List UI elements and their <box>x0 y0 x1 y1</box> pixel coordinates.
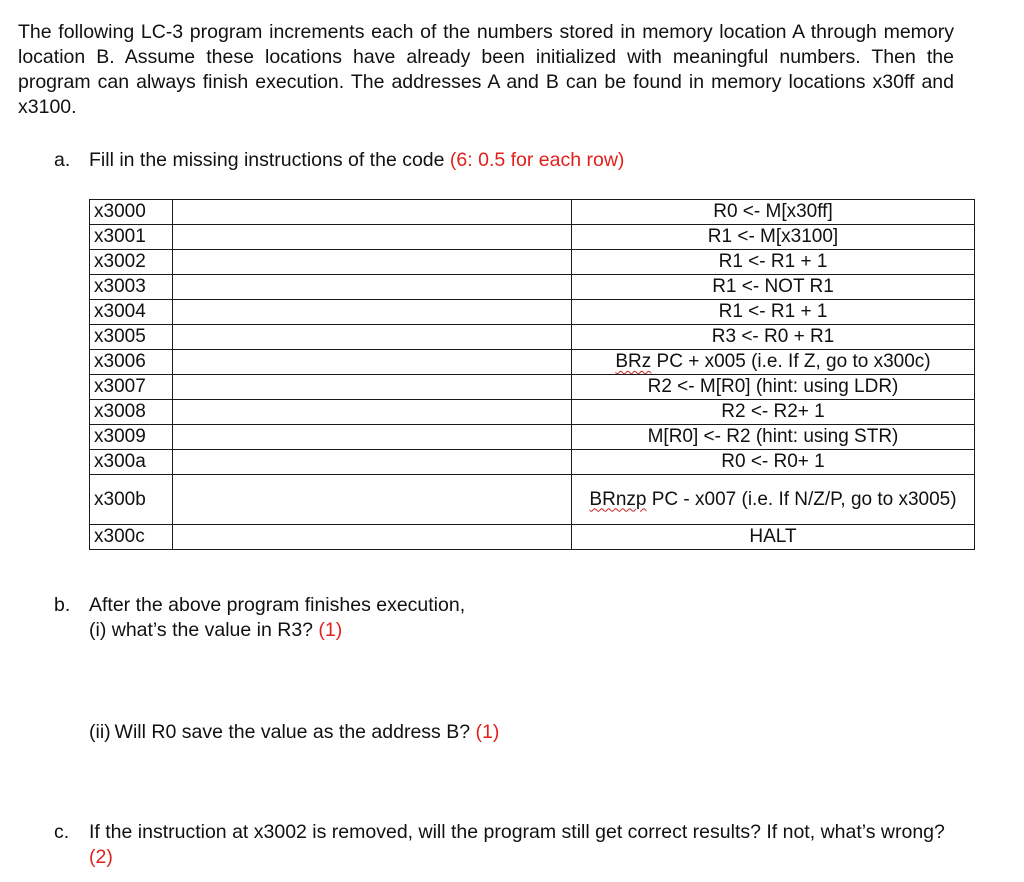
instruction-blank <box>173 275 572 300</box>
instruction-blank <box>173 375 572 400</box>
description-cell <box>572 350 975 375</box>
address-cell: x300c <box>90 525 173 550</box>
description-cell: R2 <- M[R0] (hint: using LDR) <box>572 375 975 400</box>
instruction-blank <box>173 350 572 375</box>
address-cell: x3002 <box>90 250 173 275</box>
table-row <box>90 375 975 400</box>
description-cell: R3 <- R0 + R1 <box>572 325 975 350</box>
part-b-i-points: (1) <box>318 619 343 641</box>
address-cell: x3008 <box>90 400 173 425</box>
table-row <box>90 200 975 225</box>
instruction-blank <box>173 225 572 250</box>
table-row <box>90 250 975 275</box>
spell-underlined-opcode: BRnzp <box>589 488 647 510</box>
description-cell: R1 <- R1 + 1 <box>572 250 975 275</box>
problem-intro: The following LC-3 program increments each of the numbers stored in memory location A through memory location B. Assume these locations have already been initialized with meaningful numbers. Then the program can always finish execution. The addresses A and B can be found in memory locations x30ff and x3100. <box>18 21 954 118</box>
part-b-marker: b. <box>54 594 71 616</box>
description-cell <box>572 475 975 525</box>
description-cell: HALT <box>572 525 975 550</box>
part-b-ii-text: (ii) Will R0 save the value as the address B? <box>89 721 476 743</box>
description-rest: PC + x005 (i.e. If Z, go to x300c) <box>651 351 931 372</box>
description-cell: R1 <- R1 + 1 <box>572 300 975 325</box>
address-cell: x3006 <box>90 350 173 375</box>
table-row <box>90 300 975 325</box>
instruction-blank <box>173 525 572 550</box>
table-row <box>90 450 975 475</box>
part-b-body <box>89 593 465 643</box>
address-cell: x3001 <box>90 225 173 250</box>
instruction-blank <box>173 400 572 425</box>
table-row <box>90 425 975 450</box>
address-cell: x3000 <box>90 200 173 225</box>
description-cell: R2 <- R2+ 1 <box>572 400 975 425</box>
table-row <box>90 400 975 425</box>
spell-underlined-opcode: BRz <box>615 351 652 372</box>
part-a-marker: a. <box>54 149 71 171</box>
part-b-ii-question <box>89 720 499 745</box>
part-a-points: (6: 0.5 for each row) <box>449 149 625 171</box>
instruction-blank <box>173 475 572 525</box>
part-c-text: If the instruction at x3002 is removed, will the program still get correct results? If not, what’s wrong? <box>89 821 945 843</box>
table-row <box>90 350 975 375</box>
instruction-blank <box>173 250 572 275</box>
description-cell: R1 <- NOT R1 <box>572 275 975 300</box>
address-cell: x3007 <box>90 375 173 400</box>
address-cell: x300b <box>90 475 173 525</box>
address-cell: x300a <box>90 450 173 475</box>
description-cell: R0 <- M[x30ff] <box>572 200 975 225</box>
part-c-points: (2) <box>89 846 113 868</box>
part-b-i-text: (i) what’s the value in R3? <box>89 619 319 641</box>
part-c-question <box>89 820 969 870</box>
part-b-ii-points: (1) <box>475 721 500 743</box>
table-row <box>90 475 975 525</box>
description-cell: M[R0] <- R2 (hint: using STR) <box>572 425 975 450</box>
code-table <box>89 199 975 550</box>
instruction-blank <box>173 300 572 325</box>
description-rest: PC - x007 (i.e. If N/Z/P, go to x3005) <box>646 488 957 510</box>
table-row <box>90 275 975 300</box>
part-a-question <box>89 148 624 173</box>
instruction-blank <box>173 450 572 475</box>
table-row <box>90 325 975 350</box>
part-a-text: Fill in the missing instructions of the code <box>89 149 450 171</box>
description-cell: R1 <- M[x3100] <box>572 225 975 250</box>
address-cell: x3004 <box>90 300 173 325</box>
instruction-blank <box>173 325 572 350</box>
instruction-blank <box>173 200 572 225</box>
part-b-i-question <box>89 618 465 643</box>
part-b-text: After the above program finishes execution, <box>89 594 466 616</box>
address-cell: x3003 <box>90 275 173 300</box>
table-row <box>90 225 975 250</box>
instruction-blank <box>173 425 572 450</box>
part-c-marker: c. <box>54 821 70 843</box>
table-row <box>90 525 975 550</box>
description-cell: R0 <- R0+ 1 <box>572 450 975 475</box>
address-cell: x3009 <box>90 425 173 450</box>
address-cell: x3005 <box>90 325 173 350</box>
